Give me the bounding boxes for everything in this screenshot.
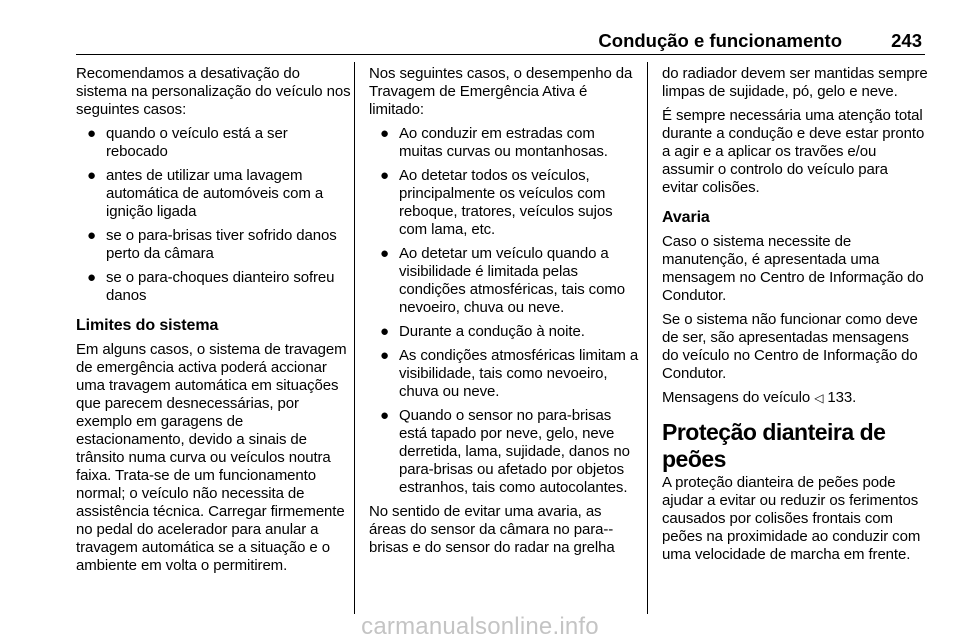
- maintenance-paragraph: No sentido de evitar uma avaria, as áreas do sensor da câmara no para--brisas e do sensor do radar na grelha: [369, 503, 615, 556]
- pedestrian-protection-paragraph: A proteção dianteira de peões pode ajudar a evitar ou reduzir os ferimentos causados por colisões frontais com peões na proximidade ao conduzir com uma velocidade de marcha em frente.: [662, 474, 921, 563]
- column-3: [662, 65, 928, 564]
- intro-paragraph: Nos seguintes casos, o desempenho da Travagem de Emergência Ativa é limitado:: [369, 65, 633, 118]
- heading-system-limits: Limites do sistema: [76, 317, 219, 334]
- list-item: ● As condições atmosféricas limitam a visibilidade, tais como nevoeiro, chuva ou neve.: [380, 347, 639, 400]
- site-watermark: carmanualsonline.info: [361, 613, 599, 640]
- list-item: ● se o para-brisas tiver sofrido danos perto da câmara: [87, 227, 337, 262]
- list-item: ● antes de utilizar uma lavagem automática de automóveis com a ignição ligada: [87, 167, 324, 220]
- column-divider-2: [647, 62, 648, 614]
- attention-paragraph: É sempre necessária uma atenção total durante a condução e deve estar pronto a agir e a aplicar os travões e/ou assumir o controlo do veículo para evitar colisões.: [662, 107, 925, 196]
- bullet-icon: ●: [87, 227, 96, 244]
- column-divider-1: [354, 62, 355, 614]
- bullet-icon: ●: [87, 167, 96, 184]
- bullet-icon: ●: [87, 269, 96, 286]
- reference-label: Mensagens do veículo: [662, 389, 811, 406]
- section-title: Condução e funcionamento: [598, 30, 842, 51]
- fault-paragraph-2: Se o sistema não funcionar como deve de ser, são apresentadas mensagens do veículo no Centro de Informação do Condutor.: [662, 311, 918, 382]
- list-item: ● Durante a condução à noite.: [380, 323, 585, 340]
- list-item: ● Ao detetar todos os veículos, principalmente os veículos com reboque, tratores, veículos sujos com lama, etc.: [380, 167, 613, 238]
- heading-pedestrian-protection: Proteção dianteira de peões: [662, 419, 886, 472]
- vehicle-messages-reference: [662, 389, 928, 407]
- list-item: ● Ao detetar um veículo quando a visibilidade é limitada pelas condições atmosféricas, tais como nevoeiro, chuva ou neve.: [380, 245, 625, 316]
- limitations-list: [369, 125, 641, 497]
- system-limits-paragraph: Em alguns casos, o sistema de travagem de emergência activa poderá accionar uma travagem automática em situações que parecem desnecessárias, por exemplo em garagens de estacionamento, devido a sinais de trânsito numa curva ou veículos noutra faixa. Trata-se de um funcionamento normal; o veículo não necessita de assistência técnica. Carregar firmemente no pedal do acelerador para anular a travagem automática se a situação e o ambiente em volta o permitirem.: [76, 341, 347, 574]
- header-divider: [76, 54, 925, 55]
- list-item: ● se o para-choques dianteiro sofreu danos: [87, 269, 335, 304]
- fault-paragraph-1: Caso o sistema necessite de manutenção, é apresentada uma mensagem no Centro de Informação do Condutor.: [662, 233, 924, 304]
- column-2: [369, 65, 641, 557]
- list-item: ● Quando o sensor no para-brisas está tapado por neve, gelo, neve derretida, lama, sujidade, danos no para-brisas ou afetado por objetos estranhos, tais como autocolantes.: [380, 407, 630, 496]
- bullet-icon: ●: [87, 125, 96, 142]
- list-item: ● quando o veículo está a ser rebocado: [87, 125, 288, 160]
- heading-fault: Avaria: [662, 209, 710, 226]
- column-1: [76, 65, 353, 575]
- bullet-icon: ●: [380, 125, 389, 142]
- page-number: 243: [891, 30, 922, 51]
- bullet-icon: ●: [380, 347, 389, 364]
- bullet-icon: ●: [380, 245, 389, 262]
- bullet-icon: ●: [380, 323, 389, 340]
- maintenance-continued: do radiador devem ser mantidas sempre limpas de sujidade, pó, gelo e neve.: [662, 65, 928, 100]
- list-item: ● Ao conduzir em estradas com muitas curvas ou montanhosas.: [380, 125, 608, 160]
- intro-paragraph: Recomendamos a desativação do sistema na personalização do veículo nos seguintes casos:: [76, 65, 351, 118]
- bullet-icon: ●: [380, 167, 389, 184]
- bullet-icon: ●: [380, 407, 389, 424]
- page-reference-icon: ◁: [814, 391, 824, 405]
- disable-cases-list: [76, 125, 353, 305]
- reference-page[interactable]: 133.: [827, 389, 857, 406]
